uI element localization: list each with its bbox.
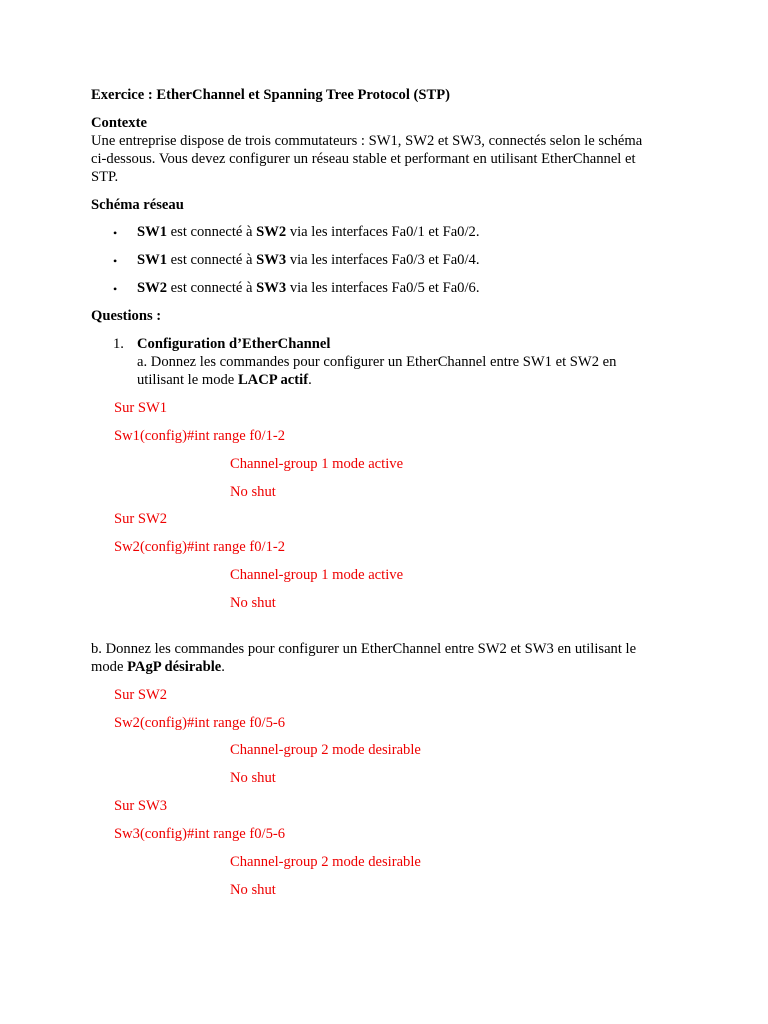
schema-heading: Schéma réseau: [91, 197, 184, 213]
answer-command: Sw1(config)#int range f0/1-2: [114, 428, 286, 444]
bullet-glyph: •: [113, 226, 118, 240]
document-title: Exercice : EtherChannel et Spanning Tree Protocol (STP): [91, 87, 451, 103]
answer-switch-label: Sur SW2: [114, 511, 168, 527]
question-a-line-1: a. Donnez les commandes pour configurer un EtherChannel entre SW1 et SW2 en: [137, 354, 617, 370]
answer-switch-label: Sur SW1: [114, 400, 168, 416]
answer-command: No shut: [230, 882, 276, 898]
answer-command: Channel-group 2 mode desirable: [230, 854, 421, 870]
answer-switch-label: Sur SW2: [114, 687, 168, 703]
answer-command: No shut: [230, 770, 276, 786]
bullet-glyph: •: [113, 282, 118, 296]
answer-command: Channel-group 1 mode active: [230, 567, 404, 583]
contexte-line-3: STP.: [91, 169, 119, 185]
answer-command: No shut: [230, 484, 276, 500]
question-b-line-1: b. Donnez les commandes pour configurer un EtherChannel entre SW2 et SW3 en utilisant le: [91, 641, 637, 657]
question-b-line-2: mode PAgP désirable.: [91, 659, 225, 675]
answer-switch-label: Sur SW3: [114, 798, 168, 814]
bullet-item: SW1 est connecté à SW2 via les interfaces Fa0/1 et Fa0/2.: [137, 224, 480, 240]
question-number: 1.: [113, 336, 124, 352]
contexte-line-2: ci-dessous. Vous devez configurer un réseau stable et performant en utilisant EtherChannel et: [91, 151, 636, 167]
bullet-glyph: •: [113, 254, 118, 268]
question-title: Configuration d’EtherChannel: [137, 336, 331, 352]
answer-command: No shut: [230, 595, 276, 611]
question-a-line-2: utilisant le mode LACP actif.: [137, 372, 312, 388]
bullet-item: SW2 est connecté à SW3 via les interfaces Fa0/5 et Fa0/6.: [137, 280, 480, 296]
bullet-item: SW1 est connecté à SW3 via les interfaces Fa0/3 et Fa0/4.: [137, 252, 480, 268]
contexte-line-1: Une entreprise dispose de trois commutateurs : SW1, SW2 et SW3, connectés selon le schéma: [91, 133, 643, 149]
questions-heading: Questions :: [91, 308, 162, 324]
answer-command: Sw3(config)#int range f0/5-6: [114, 826, 286, 842]
answer-command: Sw2(config)#int range f0/1-2: [114, 539, 286, 555]
answer-command: Sw2(config)#int range f0/5-6: [114, 715, 286, 731]
answer-command: Channel-group 1 mode active: [230, 456, 404, 472]
answer-command: Channel-group 2 mode desirable: [230, 742, 421, 758]
contexte-heading: Contexte: [91, 115, 147, 131]
